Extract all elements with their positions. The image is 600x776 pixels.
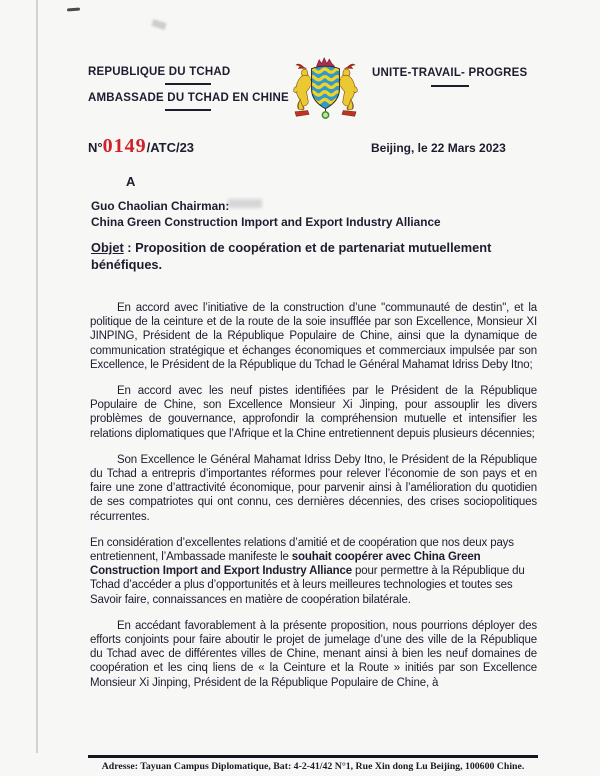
embassy-title: AMBASSADE DU TCHAD EN CHINE xyxy=(88,92,289,104)
salutation: A xyxy=(126,174,136,189)
subject-label: Objet xyxy=(91,240,124,255)
paragraph: Son Excellence le Général Mahamat Idriss Deby Itno, le Président de la République du Tchad a entrepris d’importantes réformes pour relever l’économie de son pays et en faire une zone d’attractivité économique, pour parvenir ainsi à l’amélioration du quotidien de ses compatriotes qui ont connu, ces dernières décennies, des crises sociopolitiques récurrentes. xyxy=(90,453,537,523)
letter-footer xyxy=(0,753,600,776)
addressee-block xyxy=(91,199,441,230)
scan-edge-line xyxy=(36,0,38,776)
paragraph: En accord avec les neuf pistes identifiées par le Président de la République Populaire de Chine, son Excellence Monsieur Xi Jinping, pour assouplir les divers problèmes de gouvernance, approfondir la compréhension mutuelle et intensifier les relations diplomatiques que l’Afrique et la Chine entretiennent depuis plusieurs décennies; xyxy=(90,385,537,440)
subject-line xyxy=(91,240,553,273)
subject-separator: : xyxy=(123,240,136,255)
letterhead-right xyxy=(372,67,527,94)
chad-coat-of-arms-icon xyxy=(287,56,364,122)
divider xyxy=(165,109,211,111)
subject-text: Proposition de coopération et de partenariat mutuellement bénéfiques. xyxy=(91,240,492,272)
scan-artifact xyxy=(67,8,80,12)
paragraph: En accord avec l’initiative de la construction d’une "communauté de destin", et la politique de la ceinture et de la route de la soie insufflée par son Excellence, Monsieur XI JINPING, Président de la République Populaire de Chine, ainsi que la dynamique de communication stratégique et échanges économiques et commerciaux impulsée par son Excellence, le Président de la République du Tchad le Général Mahamat Idriss Deby Itno; xyxy=(90,302,537,371)
paragraph xyxy=(90,536,537,607)
country-title: REPUBLIQUE DU TCHAD xyxy=(88,66,231,78)
divider xyxy=(165,83,211,85)
paragraph: En accédant favorablement à la présente proposition, nous pourrions déployer des efforts conjoints pour faire aboutir le projet de jumelage d’une des ville de la République du Tchad avec de différentes villes de Chine, menant ainsi à bien les neuf domaines de coopération et les cinq liens de « la Ceinture et la Route » initiés par son Excellence Monsieur Xi Jinping, Président de la République Populaire de Chine, à xyxy=(90,619,537,689)
ref-prefix: N° xyxy=(88,140,103,155)
addressee-name: Guo Chaolian Chairman: xyxy=(91,199,230,213)
reference-number xyxy=(88,136,194,156)
dateline: Beijing, le 22 Mars 2023 xyxy=(371,141,506,155)
embassy-address: Adresse: Tayuan Campus Diplomatique, Bat: 4-2-41/42 N°1, Rue Xin dong Lu Beijing, 100600 Chine. xyxy=(101,761,525,772)
ref-stamped-number: 0149 xyxy=(102,135,147,157)
letterhead-left xyxy=(88,66,289,118)
paragraph-bold-text: souhait coopérer avec China Green Construction Import and Export Industry Alliance xyxy=(90,551,481,578)
paragraph-text: pour permettre à la République du Tchad d’accéder a plus d’opportunités et à leurs meilleures technologies et toutes ses Savoir faire, connaissances en matière de coopération bilatérale. xyxy=(90,565,525,606)
national-motto: UNITE-TRAVAIL- PROGRES xyxy=(372,67,528,79)
ref-suffix: /ATC/23 xyxy=(146,140,195,155)
letter-body xyxy=(90,301,537,702)
paragraph-text: En considération d’excellentes relations d’amitié et de coopération que nos deux pays entretiennent, l’Ambassade manifeste le xyxy=(90,536,514,564)
footer-divider xyxy=(88,755,538,758)
addressee-organization: China Green Construction Import and Export Industry Alliance xyxy=(91,214,441,229)
divider xyxy=(431,85,469,87)
scan-artifact xyxy=(151,19,166,30)
